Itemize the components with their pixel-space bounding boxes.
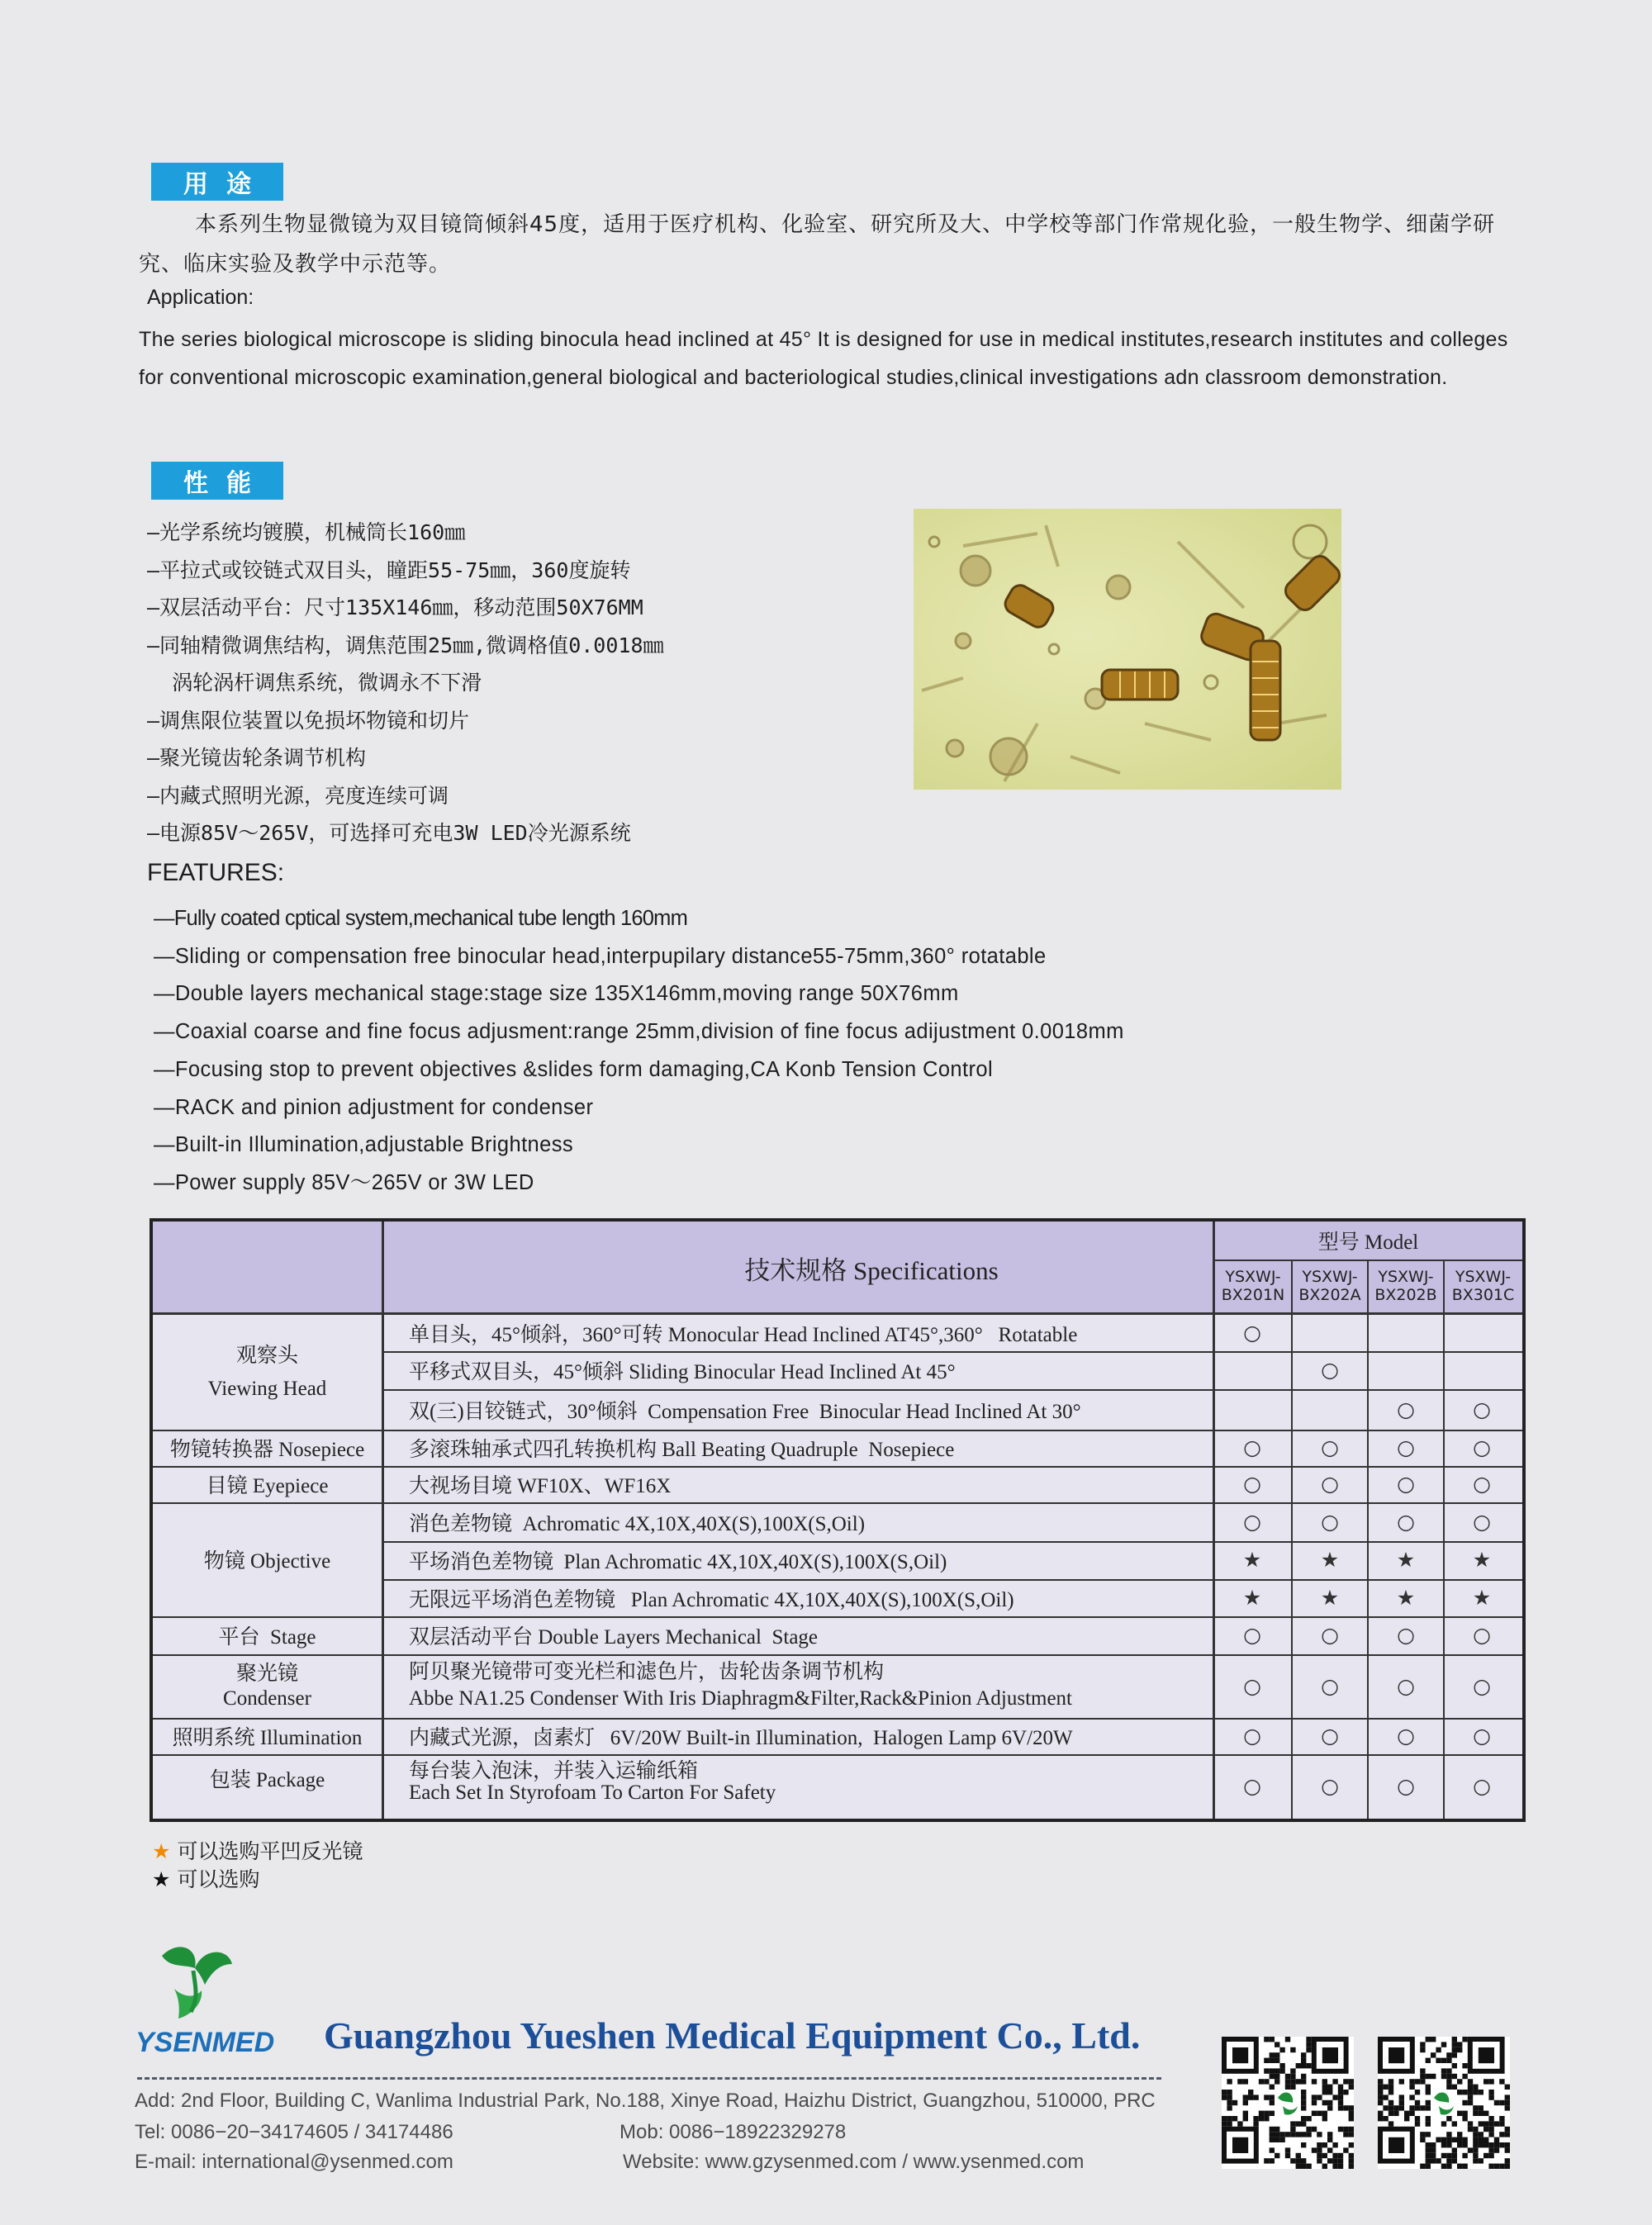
spec-row: 无限远平场消色差物镜 Plan Achromatic 4X,10X,40X(S),100X(S,Oil) (409, 1588, 1014, 1611)
circle-mark-icon: ○ (1397, 1435, 1415, 1459)
circle-mark-icon: ○ (1397, 1673, 1415, 1698)
circle-mark-icon: ○ (1243, 1623, 1261, 1647)
circle-mark-icon: ○ (1397, 1774, 1415, 1798)
circle-mark-icon: ○ (1243, 1435, 1261, 1459)
circle-mark-icon: ○ (1243, 1774, 1261, 1798)
circle-mark-icon: ○ (1321, 1623, 1339, 1647)
legend-text: 可以选购平凹反光镜 (177, 1839, 363, 1863)
footer-divider (137, 2077, 1161, 2080)
category-stage: 平台 Stage (218, 1626, 316, 1649)
qr-code-icon (1378, 2037, 1510, 2169)
circle-mark-icon: ○ (1321, 1673, 1339, 1698)
features-en-list (154, 900, 1124, 1203)
spec-row: 平场消色差物镜 Plan Achromatic 4X,10X,40X(S),100X(S,Oil) (409, 1551, 947, 1573)
star-mark-icon: ★ (1472, 1585, 1492, 1610)
list-item: —聚光镜齿轮条调节机构 (147, 746, 367, 770)
star-mark-icon: ★ (1242, 1585, 1262, 1610)
spec-row: 大视场目境 WF10X、WF16X (409, 1475, 672, 1497)
circle-mark-icon: ○ (1397, 1509, 1415, 1534)
circle-mark-icon: ○ (1321, 1774, 1339, 1798)
circle-mark-icon: ○ (1243, 1673, 1261, 1698)
category-objective: 物镜 Objective (203, 1550, 331, 1573)
category-package: 包装 Package (209, 1769, 325, 1791)
spec-line: Abbe NA1.25 Condenser With Iris Diaphragm&Filter,Rack&Pinion Adjustment (409, 1687, 1073, 1710)
spec-line: 每台装入泡沫，并装入运输纸箱 (409, 1760, 699, 1782)
orange-star-icon: ★ (152, 1839, 171, 1863)
category-cn: 观察头 (235, 1344, 298, 1367)
legend-text: 可以选购 (177, 1867, 260, 1891)
list-item: —平拉式或铰链式双目头，瞳距55-75㎜，360度旋转 (147, 557, 631, 582)
star-mark-icon: ★ (1320, 1585, 1340, 1610)
list-item: —Focusing stop to prevent objectives &slides form damaging,CA Konb Tension Control (154, 1057, 994, 1081)
spec-row (384, 1754, 1213, 1819)
spec-row: 单目头，45°倾斜，360°可转 Monocular Head Inclined AT45°,360° Rotatable (409, 1324, 1078, 1346)
category-nosepiece: 物镜转换器 Nosepiece (169, 1439, 365, 1461)
list-item: —调焦限位装置以免损坏物镜和切片 (147, 708, 470, 733)
performance-section-tag: 性能 (151, 462, 283, 500)
performance-cn-list (147, 514, 664, 852)
circle-mark-icon: ○ (1243, 1321, 1261, 1345)
category-viewing-head (153, 1315, 382, 1430)
circle-mark-icon: ○ (1243, 1724, 1261, 1748)
circle-mark-icon: ○ (1473, 1509, 1491, 1534)
list-item: —双层活动平台：尺寸135X146㎜，移动范围50X76MM (147, 595, 643, 619)
model-line: YSXWJ- (1378, 1268, 1434, 1286)
model-bx202a (1292, 1263, 1368, 1312)
legend-black-star (152, 1863, 259, 1893)
list-item: —RACK and pinion adjustment for condenser (154, 1095, 594, 1119)
model-bx201n (1214, 1263, 1292, 1312)
category-en: Condenser (223, 1687, 311, 1710)
list-item: —Built-in Illumination,adjustable Brightness (154, 1133, 574, 1157)
circle-mark-icon: ○ (1397, 1724, 1415, 1748)
circle-mark-icon: ○ (1397, 1472, 1415, 1496)
circle-mark-icon: ○ (1397, 1397, 1415, 1421)
circle-mark-icon: ○ (1473, 1472, 1491, 1496)
list-item: 涡轮涡杆调焦系统，微调永不下滑 (147, 671, 482, 695)
model-line: YSXWJ- (1455, 1268, 1512, 1286)
circle-mark-icon: ○ (1321, 1509, 1339, 1534)
list-item: —电源85V～265V，可选择可充电3W LED冷光源系统 (147, 821, 631, 845)
company-tel: Tel: 0086−20−34174605 / 34174486 (135, 2121, 453, 2143)
star-mark-icon: ★ (1396, 1548, 1416, 1572)
company-name: Guangzhou Yueshen Medical Equipment Co., Ltd. (324, 2014, 1141, 2057)
model-line: BX201N (1221, 1286, 1285, 1304)
model-line: YSXWJ- (1302, 1268, 1358, 1286)
category-condenser (153, 1654, 382, 1718)
category-en: Viewing Head (207, 1377, 327, 1400)
list-item: —同轴精微调焦结构，调焦范围25㎜,微调格值0.0018㎜ (147, 633, 664, 657)
category-eyepiece: 目镜 Eyepiece (206, 1475, 329, 1497)
model-line: BX202B (1374, 1286, 1437, 1304)
circle-mark-icon: ○ (1243, 1509, 1261, 1534)
circle-mark-icon: ○ (1473, 1724, 1491, 1748)
spec-line: 阿贝聚光镜带可变光栏和滤色片，齿轮齿条调节机构 (409, 1661, 885, 1683)
circle-mark-icon: ○ (1473, 1673, 1491, 1698)
model-line: BX202A (1298, 1286, 1361, 1304)
model-header: 型号 Model (1317, 1231, 1419, 1254)
circle-mark-icon: ○ (1321, 1472, 1339, 1496)
usage-section-tag: 用途 (151, 163, 283, 201)
spec-line: Each Set In Styrofoam To Carton For Safety (409, 1781, 776, 1804)
list-item: —Double layers mechanical stage:stage size 135X146mm,moving range 50X76mm (154, 982, 959, 1006)
features-title: FEATURES: (147, 859, 285, 886)
spec-row: 双层活动平台 Double Layers Mechanical Stage (409, 1626, 819, 1649)
ysenmed-leaf-logo-icon (154, 1939, 236, 2022)
star-mark-icon: ★ (1320, 1548, 1340, 1572)
microscope-sample-image (914, 509, 1341, 790)
logo-text: YSENMED (135, 2027, 275, 2058)
circle-mark-icon: ○ (1473, 1774, 1491, 1798)
star-mark-icon: ★ (1242, 1548, 1262, 1572)
model-bx301c (1444, 1263, 1522, 1312)
spec-header: 技术规格 Specifications (744, 1255, 999, 1285)
circle-mark-icon: ○ (1473, 1623, 1491, 1647)
circle-mark-icon: ○ (1473, 1397, 1491, 1421)
spec-row (384, 1654, 1213, 1718)
circle-mark-icon: ○ (1243, 1472, 1261, 1496)
spec-row: 平移式双目头，45°倾斜 Sliding Binocular Head Inclined At 45° (409, 1361, 956, 1383)
circle-mark-icon: ○ (1473, 1435, 1491, 1459)
category-cn: 聚光镜 (235, 1662, 298, 1685)
list-item: —Fully coated cptical system,mechanical tube length 160mm (154, 907, 688, 930)
star-mark-icon: ★ (1472, 1548, 1492, 1572)
list-item: —Power supply 85V～265V or 3W LED (154, 1170, 534, 1194)
list-item: —Coaxial coarse and fine focus adjusment:range 25mm,division of fine focus adijustment 0.0018mm (154, 1020, 1124, 1044)
qr-code-icon (1222, 2037, 1354, 2169)
circle-mark-icon: ○ (1397, 1623, 1415, 1647)
star-mark-icon: ★ (1396, 1585, 1416, 1610)
company-website: Website: www.gzysenmed.com / www.ysenmed.com (623, 2151, 1085, 2173)
spec-row: 多滚珠轴承式四孔转换机构 Ball Beating Quadruple Nosepiece (409, 1439, 955, 1461)
list-item: —光学系统均镀膜，机械筒长160㎜ (147, 520, 466, 544)
spec-row: 内藏式光源，卤素灯 6V/20W Built-in Illumination, Halogen Lamp 6V/20W (409, 1727, 1073, 1749)
spec-row: 消色差物镜 Achromatic 4X,10X,40X(S),100X(S,Oil) (409, 1512, 866, 1535)
circle-mark-icon: ○ (1321, 1435, 1339, 1459)
model-line: BX301C (1451, 1286, 1515, 1304)
usage-cn-text: 本系列生物显微镜为双目镜筒倾斜45度，适用于医疗机构、化验室、研究所及大、中学校等部门作常规化验，一般生物学、细菌学研究、临床实验及教学中示范等。 (139, 212, 1496, 277)
spec-row: 双(三)目铰链式，30°倾斜 Compensation Free Binocular Head Inclined At 30° (409, 1400, 1081, 1423)
specifications-table (150, 1218, 1526, 1822)
list-item: —内藏式照明光源，亮度连续可调 (147, 783, 449, 808)
application-label: Application: (147, 286, 254, 309)
black-star-icon: ★ (152, 1867, 171, 1891)
model-line: YSXWJ- (1225, 1268, 1281, 1286)
company-address: Add: 2nd Floor, Building C, Wanlima Industrial Park, No.188, Xinye Road, Haizhu District, Guangzhou, 510000, PRC (135, 2090, 1156, 2112)
model-bx202b (1368, 1263, 1444, 1312)
circle-mark-icon: ○ (1321, 1358, 1339, 1382)
circle-mark-icon: ○ (1321, 1724, 1339, 1748)
usage-en-text: The series biological microscope is sliding binocula head inclined at 45° It is designed for use in medical institutes,research institutes and colleges for conventional microscopic examination,general biological and bacteriological studies,clinical investigations adn classroom demonstration. (139, 328, 1508, 389)
category-illumination: 照明系统 Illumination (172, 1727, 363, 1749)
list-item: —Sliding or compensation free binocular head,interpupilary distance55-75mm,360° rotatable (154, 944, 1047, 968)
legend-orange-star (152, 1835, 363, 1865)
company-mob: Mob: 0086−18922329278 (620, 2121, 847, 2143)
company-email: E-mail: international@ysenmed.com (135, 2151, 453, 2173)
